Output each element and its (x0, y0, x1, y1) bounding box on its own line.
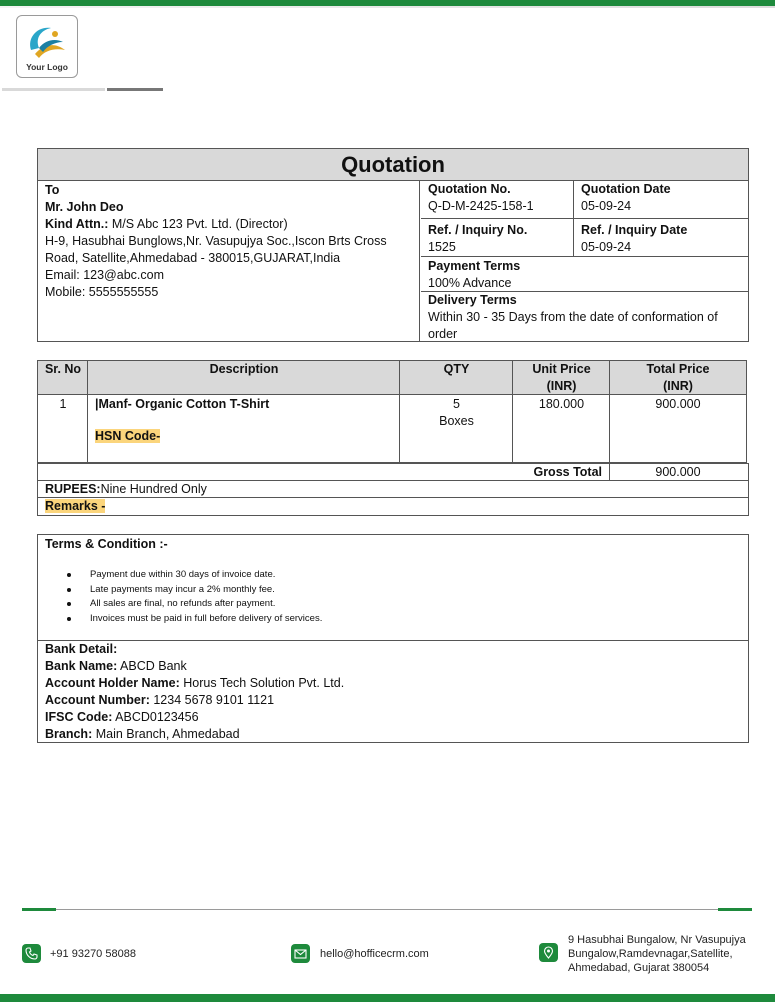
top-green-band (0, 0, 775, 6)
row-description-text: |Manf- Organic Cotton T-Shirt (95, 397, 270, 411)
quotation-no-label: Quotation No. (428, 182, 511, 196)
email-icon (291, 944, 310, 963)
inquiry-date-value: 05-09-24 (581, 240, 632, 254)
logo-underline-dark (107, 88, 163, 91)
gross-total-value: 900.000 (655, 465, 701, 479)
to-label: To (45, 183, 60, 197)
account-holder-label: Account Holder Name: (45, 676, 180, 690)
ref-no-value: 1525 (428, 240, 456, 254)
quotation-no-value: Q-D-M-2425-158-1 (428, 199, 534, 213)
company-logo (16, 15, 78, 78)
gross-total-label: Gross Total (513, 464, 610, 480)
amount-in-words (37, 481, 749, 498)
terms-title: Terms & Condition :- (45, 537, 168, 551)
header-qty: QTY (443, 362, 470, 376)
inquiry-date-label: Ref. / Inquiry Date (581, 223, 688, 237)
terms-item: Late payments may incur a 2% monthly fee. (90, 583, 322, 598)
address-line-2: Road, Satellite,Ahmedabad - 380015,GUJARAT,India (45, 251, 341, 265)
branch-label: Branch: (45, 727, 93, 741)
quotation-no-cell (421, 181, 574, 219)
row-description (95, 396, 269, 445)
address-line-1: H-9, Hasubhai Bunglows,Nr. Vasupujya Soc.,Iscon Brts Cross (45, 234, 387, 248)
account-holder-value: Horus Tech Solution Pvt. Ltd. (179, 676, 345, 690)
bank-name-value: ABCD Bank (117, 659, 187, 673)
quotation-header-block (37, 148, 749, 342)
bank-name-line (45, 658, 344, 675)
attention-value: M/S Abc 123 Pvt. Ltd. (Director) (108, 217, 288, 231)
account-holder-line (45, 675, 344, 692)
footer-address-line-2: Bungalow,Ramdevnagar,Satellite, (568, 948, 733, 960)
recipient-mobile: Mobile: 5555555555 (45, 285, 159, 299)
header-total-price-line-2: (INR) (663, 379, 693, 393)
row-unit-price: 180.000 (538, 397, 585, 411)
location-pin-icon (539, 943, 558, 962)
document-title: Quotation (38, 149, 748, 181)
terms-item: All sales are final, no refunds after payment. (90, 597, 322, 612)
delivery-terms-label: Delivery Terms (428, 293, 517, 307)
recipient-name: Mr. John Deo (45, 200, 124, 214)
footer-accent-right (718, 908, 752, 911)
terms-list (90, 568, 322, 626)
rupees-label: RUPEES: (45, 482, 101, 496)
header-unit-price-line-2: (INR) (546, 379, 577, 393)
row-total-price: 900.000 (655, 397, 701, 411)
rupees-value: Nine Hundred Only (100, 482, 207, 496)
footer-accent-left (22, 908, 56, 911)
footer-address-line-1: 9 Hasubhai Bungalow, Nr Vasupujya (568, 934, 746, 946)
header-total-price-line-1: Total Price (646, 362, 710, 376)
bank-title: Bank Detail: (45, 642, 118, 656)
attention-label: Kind Attn.: (45, 217, 109, 231)
branch-value: Main Branch, Ahmedabad (92, 727, 240, 741)
row-qty-value: 5 (453, 397, 460, 411)
items-table (37, 360, 747, 463)
ifsc-label: IFSC Code: (45, 710, 113, 724)
payment-terms-cell (421, 257, 748, 292)
recipient-block (38, 181, 420, 341)
logo-underline-light (2, 88, 105, 91)
branch-line (45, 726, 344, 743)
account-number-value: 1234 5678 9101 1121 (149, 693, 275, 707)
bottom-green-band (0, 994, 775, 1002)
account-number-line (45, 692, 344, 709)
gross-total-row (37, 463, 749, 481)
row-qty (400, 396, 513, 430)
remarks-row (37, 498, 749, 516)
phone-icon (22, 944, 41, 963)
attention-line (45, 216, 412, 233)
terms-item: Payment due within 30 days of invoice date. (90, 568, 322, 583)
inquiry-date-cell (574, 219, 748, 257)
ref-no-label: Ref. / Inquiry No. (428, 223, 528, 237)
bank-name-label: Bank Name: (45, 659, 118, 673)
header-sr-no: Sr. No (44, 362, 82, 376)
payment-terms-label: Payment Terms (428, 259, 521, 273)
logo-emblem-icon (25, 20, 71, 66)
quotation-date-label: Quotation Date (581, 182, 671, 196)
terms-and-bank-block (37, 534, 749, 743)
terms-item: Invoices must be paid in full before delivery of services. (90, 612, 322, 627)
remarks-label: Remarks - (45, 499, 106, 513)
quotation-date-cell (574, 181, 748, 219)
header-unit-price (513, 361, 610, 395)
row-qty-unit: Boxes (439, 414, 474, 428)
header-total-price (610, 361, 746, 395)
delivery-terms-cell (421, 292, 748, 341)
row-sr-no: 1 (59, 397, 67, 411)
account-number-label: Account Number: (45, 693, 150, 707)
ifsc-value: ABCD0123456 (112, 710, 199, 724)
payment-terms-value: 100% Advance (428, 276, 512, 290)
bank-details (45, 641, 344, 743)
delivery-terms-line-1: Within 30 - 35 Days from the date of conformation of (428, 310, 718, 324)
ifsc-line (45, 709, 344, 726)
header-unit-price-line-1: Unit Price (532, 362, 591, 376)
header-description: Description (209, 362, 279, 376)
hsn-code-label: HSN Code- (95, 429, 161, 443)
footer-email: hello@hofficecrm.com (320, 948, 429, 960)
footer-phone: +91 93270 58088 (50, 948, 136, 960)
footer-address (568, 933, 746, 975)
delivery-terms-line-2: order (428, 327, 458, 341)
footer-divider (22, 909, 752, 910)
logo-text: Your Logo (26, 62, 68, 72)
footer-address-line-3: Ahmedabad, Gujarat 380054 (568, 962, 710, 974)
ref-no-cell (421, 219, 574, 257)
recipient-email: Email: 123@abc.com (45, 268, 164, 282)
quotation-date-value: 05-09-24 (581, 199, 632, 213)
